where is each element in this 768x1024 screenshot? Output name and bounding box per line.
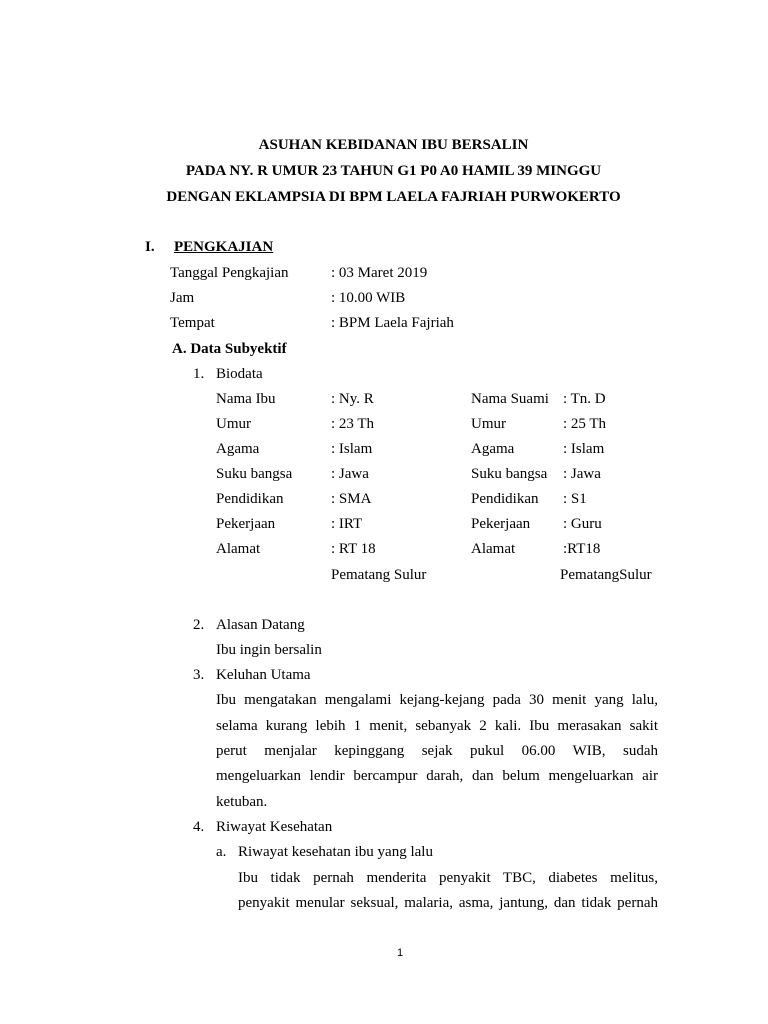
list-title-biodata: Biodata <box>216 366 263 382</box>
biodata-value: : Ny. R <box>331 391 374 407</box>
doc-title-line-1: ASUHAN KEBIDANAN IBU BERSALIN <box>258 137 529 153</box>
field-value-tanggal: : 03 Maret 2019 <box>331 265 428 281</box>
biodata-value: : Guru <box>563 516 602 532</box>
sublist-letter: a. <box>216 844 227 860</box>
alasan-text: Ibu ingin bersalin <box>216 642 322 658</box>
field-value-jam: : 10.00 WIB <box>331 290 406 306</box>
doc-title-line-2: PADA NY. R UMUR 23 TAHUN G1 P0 A0 HAMIL 39 MINGGU <box>185 163 602 179</box>
biodata-label: Alamat <box>471 541 516 557</box>
biodata-value: : RT 18 <box>331 541 376 557</box>
biodata-value: : Islam <box>563 441 605 457</box>
biodata-label: Nama Ibu <box>216 391 276 407</box>
sublist-title: Riwayat kesehatan ibu yang lalu <box>238 844 433 860</box>
keluhan-text-line: mengeluarkan lendir bercampur darah, dan belum mengeluarkan air <box>216 768 658 784</box>
biodata-label: Pekerjaan <box>471 516 531 532</box>
field-label-jam: Jam <box>170 290 195 306</box>
biodata-value: :RT18 <box>563 541 601 557</box>
section-heading: PENGKAJIAN <box>174 239 274 255</box>
list-title-alasan: Alasan Datang <box>216 617 305 633</box>
biodata-value: : SMA <box>331 491 372 507</box>
biodata-value: : Jawa <box>563 466 601 482</box>
biodata-label: Agama <box>216 441 260 457</box>
list-number: 4. <box>193 819 205 835</box>
page-number: 1 <box>396 947 404 959</box>
biodata-value: : S1 <box>563 491 587 507</box>
doc-title-line-3: DENGAN EKLAMPSIA DI BPM LAELA FAJRIAH PURWOKERTO <box>166 189 621 205</box>
biodata-alamat-ibu-cont: Pematang Sulur <box>331 567 427 583</box>
field-value-tempat: : BPM Laela Fajriah <box>331 315 454 331</box>
biodata-alamat-suami-cont: PematangSulur <box>560 567 652 583</box>
list-title-riwayat: Riwayat Kesehatan <box>216 819 333 835</box>
biodata-value: : Islam <box>331 441 373 457</box>
list-number: 2. <box>193 617 205 633</box>
biodata-value: : 25 Th <box>563 416 607 432</box>
biodata-label: Suku bangsa <box>471 466 548 482</box>
biodata-label: Nama Suami <box>471 391 549 407</box>
keluhan-text-line: ketuban. <box>216 794 268 810</box>
field-label-tempat: Tempat <box>170 315 215 331</box>
list-number: 3. <box>193 667 205 683</box>
biodata-label: Suku bangsa <box>216 466 293 482</box>
keluhan-text-line: selama kurang lebih 1 menit, sebanyak 2 kali. Ibu merasakan sakit <box>216 718 658 734</box>
field-label-tanggal: Tanggal Pengkajian <box>170 265 289 281</box>
riwayat-text-line: penyakit menular seksual, malaria, asma, jantung, dan tidak pernah <box>238 895 658 911</box>
biodata-label: Pekerjaan <box>216 516 276 532</box>
biodata-value: : Tn. D <box>563 391 606 407</box>
biodata-label: Umur <box>471 416 506 432</box>
riwayat-text-line: Ibu tidak pernah menderita penyakit TBC, diabetes melitus, <box>238 870 658 886</box>
list-title-keluhan: Keluhan Utama <box>216 667 311 683</box>
section-numeral: I. <box>145 239 155 255</box>
keluhan-text-line: perut menjalar kepinggang sejak pukul 06.00 WIB, sudah <box>216 743 658 759</box>
keluhan-text-line: Ibu mengatakan mengalami kejang-kejang pada 30 menit yang lalu, <box>216 692 658 708</box>
biodata-value: : 23 Th <box>331 416 375 432</box>
biodata-label: Umur <box>216 416 251 432</box>
biodata-value: : Jawa <box>331 466 369 482</box>
biodata-label: Alamat <box>216 541 261 557</box>
biodata-value: : IRT <box>331 516 363 532</box>
biodata-label: Agama <box>471 441 515 457</box>
biodata-label: Pendidikan <box>216 491 284 507</box>
biodata-label: Pendidikan <box>471 491 539 507</box>
subsection-heading: A. Data Subyektif <box>172 341 287 357</box>
list-number: 1. <box>193 366 205 382</box>
